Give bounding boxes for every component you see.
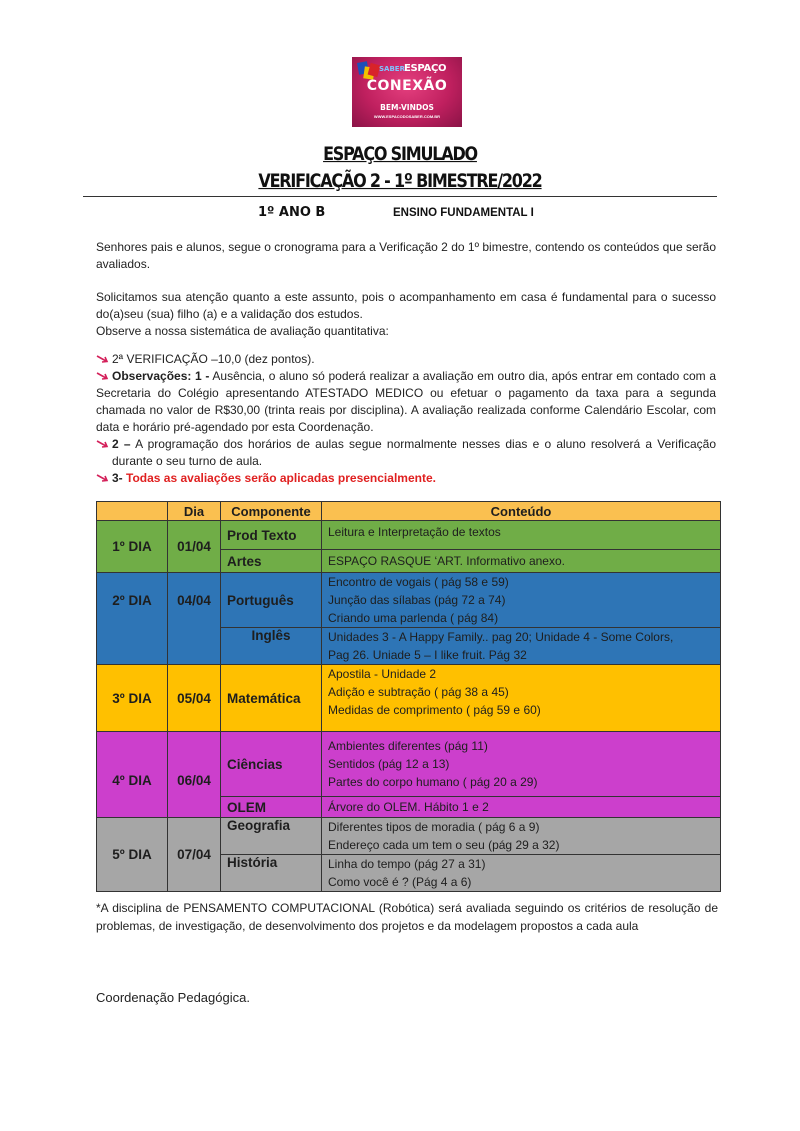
content-line: Pag 26. Uniade 5 – I like fruit. Pág 32 [328,648,527,662]
rule-item-schedule [96,436,716,470]
school-logo [352,57,462,127]
component-cell: Português [221,573,322,628]
logo-conexao-text: CONEXÃO [366,78,448,94]
arrow-bullet-icon [96,370,110,382]
arrow-bullet-icon [96,472,110,484]
robotics-footnote: *A disciplina de PENSAMENTO COMPUTACIONAL (Robótica) será avaliada seguindo os critérios de resolução de problemas, de investigação, de desenvolvimento dos projetos e da modelagem propostos a cada aula [96,901,718,933]
date-cell: 07/04 [168,818,221,892]
content-line: Linha do tempo (pág 27 a 31) [328,857,486,871]
date-cell: 06/04 [168,732,221,818]
component-cell: Geografia [221,818,322,855]
content-cell [322,550,721,573]
day-cell: 4º DIA [97,732,168,818]
header-cell-blank [97,502,168,521]
content-line: Endereço cada um tem o seu (pág 29 a 32) [328,838,560,852]
content-cell [322,573,721,628]
content-line: Unidades 3 - A Happy Family.. pag 20; Unidade 4 - Some Colors, [328,630,674,644]
table-row [97,573,721,628]
content-cell [322,665,721,732]
rule-schedule-label: 2 – [112,437,131,451]
arrow-bullet-icon [96,353,110,365]
header-divider [83,196,717,197]
intro-paragraph-2 [96,289,716,340]
rule-in-person-label: 3- [112,471,123,485]
content-line: Diferentes tipos de moradia ( pág 6 a 9) [328,820,540,834]
date-cell: 04/04 [168,573,221,665]
component-cell: Prod Texto [221,521,322,550]
signature: Coordenação Pedagógica. [96,990,250,1005]
content-line: Adição e subtração ( pág 38 a 45) [328,685,509,699]
content-line: Partes do corpo humano ( pág 20 a 29) [328,775,538,789]
content-cell [322,797,721,818]
content-line: Árvore do OLEM. Hábito 1 e 2 [328,800,489,814]
content-cell [322,818,721,855]
rule-item-in-person [96,470,716,487]
day-cell: 1º DIA [97,521,168,573]
schedule-table [96,501,721,892]
day-cell: 3º DIA [97,665,168,732]
content-line: Leitura e Interpretação de textos [328,525,501,539]
component-cell: Inglês [221,628,322,665]
logo-saber-text: SABER [379,65,405,73]
content-line: Ambientes diferentes (pág 11) [328,739,488,753]
document-title: ESPAÇO SIMULADO [323,142,477,165]
day-cell: 5º DIA [97,818,168,892]
component-cell: História [221,855,322,892]
content-line: Como você é ? (Pág 4 a 6) [328,875,472,889]
date-cell: 05/04 [168,665,221,732]
intro-paragraph-2-observe: Observe a nossa sistemática de avaliação quantitativa: [96,324,389,338]
rule-item-score [96,351,716,368]
content-line: Encontro de vogais ( pág 58 e 59) [328,575,509,589]
day-cell: 2º DIA [97,573,168,665]
level-label: ENSINO FUNDAMENTAL I [393,207,534,219]
table-row [97,732,721,797]
arrow-bullet-icon [96,438,110,450]
rule-observations-text: Ausência, o aluno só poderá realizar a avaliação em outro dia, após entrar em contado com a Secretaria do Colégio apresentando ATESTADO MEDICO ou efetuar o pagamento da taxa para a segunda chamada no valor de R$30,00 (trinta reais por disciplina). A avaliação realizada conforme Calendário Escolar, com data e horário pré-agendado por esta Coordenação. [96,369,717,434]
content-cell [322,732,721,797]
content-cell [322,628,721,665]
rule-observations-label: Observações: 1 - [112,369,210,383]
header-cell-day: Dia [168,502,221,521]
content-line: Sentidos (pág 12 a 13) [328,757,450,771]
logo-espaco-text: ESPAÇO [404,63,447,74]
grade-label: 1º ANO B [258,205,326,220]
content-cell [322,521,721,550]
rule-item-observations [96,368,716,436]
content-line: Criando uma parlenda ( pág 84) [328,611,499,625]
component-cell: Matemática [221,665,322,732]
table-row [97,818,721,855]
table-row [97,665,721,732]
logo-site-text: WWW.ESPACODOSABER.COM.BR [373,114,441,119]
component-cell: Artes [221,550,322,573]
content-line: Apostila - Unidade 2 [328,667,437,681]
rule-in-person-text: Todas as avaliações serão aplicadas presencialmente. [122,471,436,485]
content-line: ESPAÇO RASQUE ‘ART. Informativo anexo. [328,554,565,568]
document-subtitle: VERIFICAÇÃO 2 - 1º BIMESTRE/2022 [258,169,542,192]
content-cell [322,855,721,892]
component-cell: OLEM [221,797,322,818]
date-cell: 01/04 [168,521,221,573]
intro-paragraph-2-text: Solicitamos sua atenção quanto a este assunto, pois o acompanhamento em casa é fundamental para o sucesso do(a)seu (sua) filho (a) e a validação dos estudos. [96,290,716,321]
rule-score-text: 2ª VERIFICAÇÃO –10,0 (dez pontos). [112,352,315,366]
rules-list [96,351,716,487]
table-header-row [97,502,721,521]
table-row [97,521,721,550]
logo-welcome-text: BEM-VINDOS [380,103,434,112]
component-cell: Ciências [221,732,322,797]
intro-paragraph-1: Senhores pais e alunos, segue o cronograma para a Verificação 2 do 1º bimestre, contendo os conteúdos que serão avaliados. [96,240,716,271]
header-cell-content: Conteúdo [322,502,721,521]
content-line: Medidas de comprimento ( pág 59 e 60) [328,703,541,717]
header-cell-component: Componente [221,502,322,521]
rule-schedule-text: A programação dos horários de aulas segue normalmente nesses dias e o aluno resolverá a Verificação durante o seu turno de aula. [112,437,716,468]
content-line: Junção das sílabas (pág 72 a 74) [328,593,506,607]
